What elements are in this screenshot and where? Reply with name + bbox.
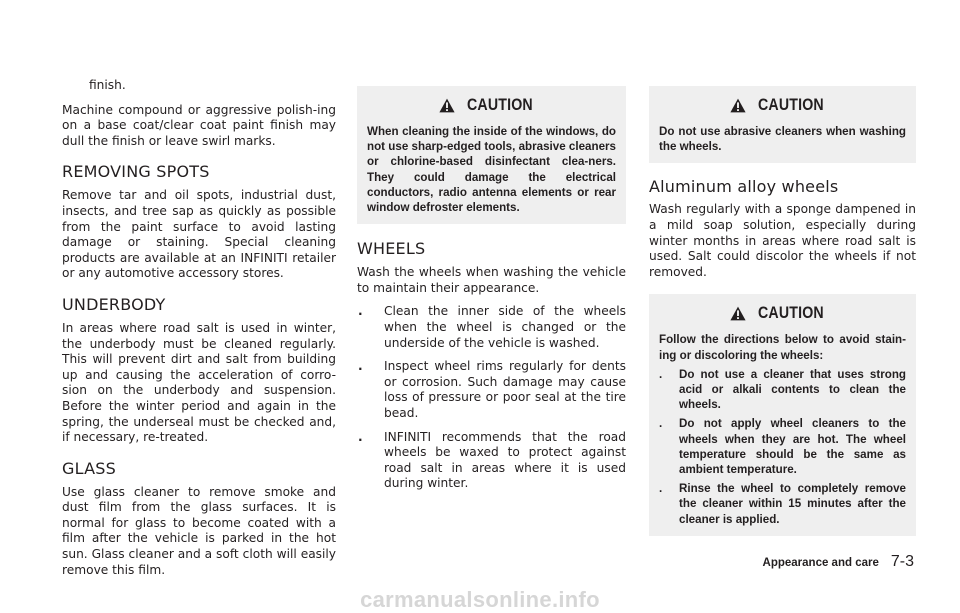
heading-wheels: WHEELS [357, 239, 426, 259]
paragraph-removing-spots: Remove tar and oil spots, industrial dust, insects, and tree sap as quickly as possible from the paint surface to avoid lasting damage or staining. Special cleaning products are available at an INFINITI retailer or any automotive accessory stores. [62, 188, 336, 281]
heading-underbody: UNDERBODY [62, 294, 166, 314]
wheels-bullet-list [357, 304, 626, 492]
caution-box-staining [649, 294, 916, 535]
caution-header [659, 302, 906, 324]
heading-glass: GLASS [62, 458, 116, 478]
caution-box-abrasive [649, 86, 916, 163]
caution-header [659, 94, 906, 116]
warning-triangle-icon [439, 98, 455, 113]
column-middle [357, 86, 626, 492]
list-item: . Rinse the wheel to completely remove the cleaner within 15 minutes after the cleaner is applied. [659, 482, 906, 526]
bullet-dot: . [659, 482, 663, 496]
list-item: . Inspect wheel rims regularly for dents or corrosion. Such damage may cause loss of pressure or poor seal at the tire bead. [358, 359, 626, 420]
paragraph-machine-compound: Machine compound or aggressive polish-ing on a base coat/clear coat paint finish may dull the finish or leave swirl marks. [62, 102, 336, 148]
caution-box-windows [357, 86, 626, 224]
paragraph-finish: finish. [89, 78, 126, 92]
paragraph-aluminum-alloy: Wash regularly with a sponge dampened in a mild soap solution, especially during winter months in areas where road salt is used. Salt could discolor the wheels if not removed. [649, 202, 916, 279]
warning-triangle-icon [730, 306, 746, 321]
bullet-dot: . [358, 429, 363, 444]
caution-bullet-list [659, 367, 906, 527]
caution-header [367, 94, 616, 116]
list-item: . Clean the inner side of the wheels when the wheel is changed or the underside of the vehicle is washed. [358, 304, 626, 350]
paragraph-underbody: In areas where road salt is used in winter, the underbody must be cleaned regularly. This will prevent dirt and salt from building up and causing the acceleration of corro-sion on the underbody and suspension. Before the winter period and again in the spring, the underseal must be checked and, if necessary, re-treated. [62, 320, 336, 445]
bullet-dot: . [358, 359, 363, 374]
caution-text-windows: When cleaning the inside of the windows, do not use sharp-edged tools, abrasive cleaners or chlorine-based disinfectant clea-ners. They could damage the electrical conductors, radio antenna elements or rear window defroster elements. [367, 125, 616, 215]
heading-removing-spots: REMOVING SPOTS [62, 162, 210, 182]
column-right [649, 86, 916, 536]
list-item: . Do not apply wheel cleaners to the wheels when they are hot. The wheel temperature should be the same as ambient temperature. [659, 417, 906, 476]
heading-aluminum-alloy-wheels: Aluminum alloy wheels [649, 177, 839, 197]
watermark: carmanualsonline.info [360, 587, 600, 612]
caution-title: CAUTION [758, 95, 825, 114]
warning-triangle-icon [730, 98, 746, 113]
paragraph-wheels: Wash the wheels when washing the vehicle to maintain their appearance. [357, 265, 626, 295]
column-left [62, 78, 336, 578]
caution-title: CAUTION [467, 95, 534, 114]
bullet-dot: . [358, 304, 363, 319]
page-footer [763, 553, 914, 571]
caution-intro-staining: Follow the directions below to avoid stain-ing or discoloring the wheels: [659, 333, 906, 362]
caution-text-abrasive: Do not use abrasive cleaners when washing the wheels. [659, 125, 906, 154]
page-number: 7-3 [890, 553, 914, 570]
bullet-dot: . [659, 417, 663, 431]
bullet-dot: . [659, 367, 663, 381]
paragraph-glass: Use glass cleaner to remove smoke and dust film from the glass surfaces. It is normal for glass to become coated with a film after the vehicle is parked in the hot sun. Glass cleaner and a soft cloth will easily remove this film. [62, 484, 336, 577]
list-item: . INFINITI recommends that the road wheels be waxed to protect against road salt in areas where it is used during winter. [358, 429, 626, 491]
footer-section-title: Appearance and care [762, 557, 879, 569]
list-item: . Do not use a cleaner that uses strong acid or alkali contents to clean the wheels. [659, 367, 906, 412]
caution-title: CAUTION [758, 303, 825, 322]
